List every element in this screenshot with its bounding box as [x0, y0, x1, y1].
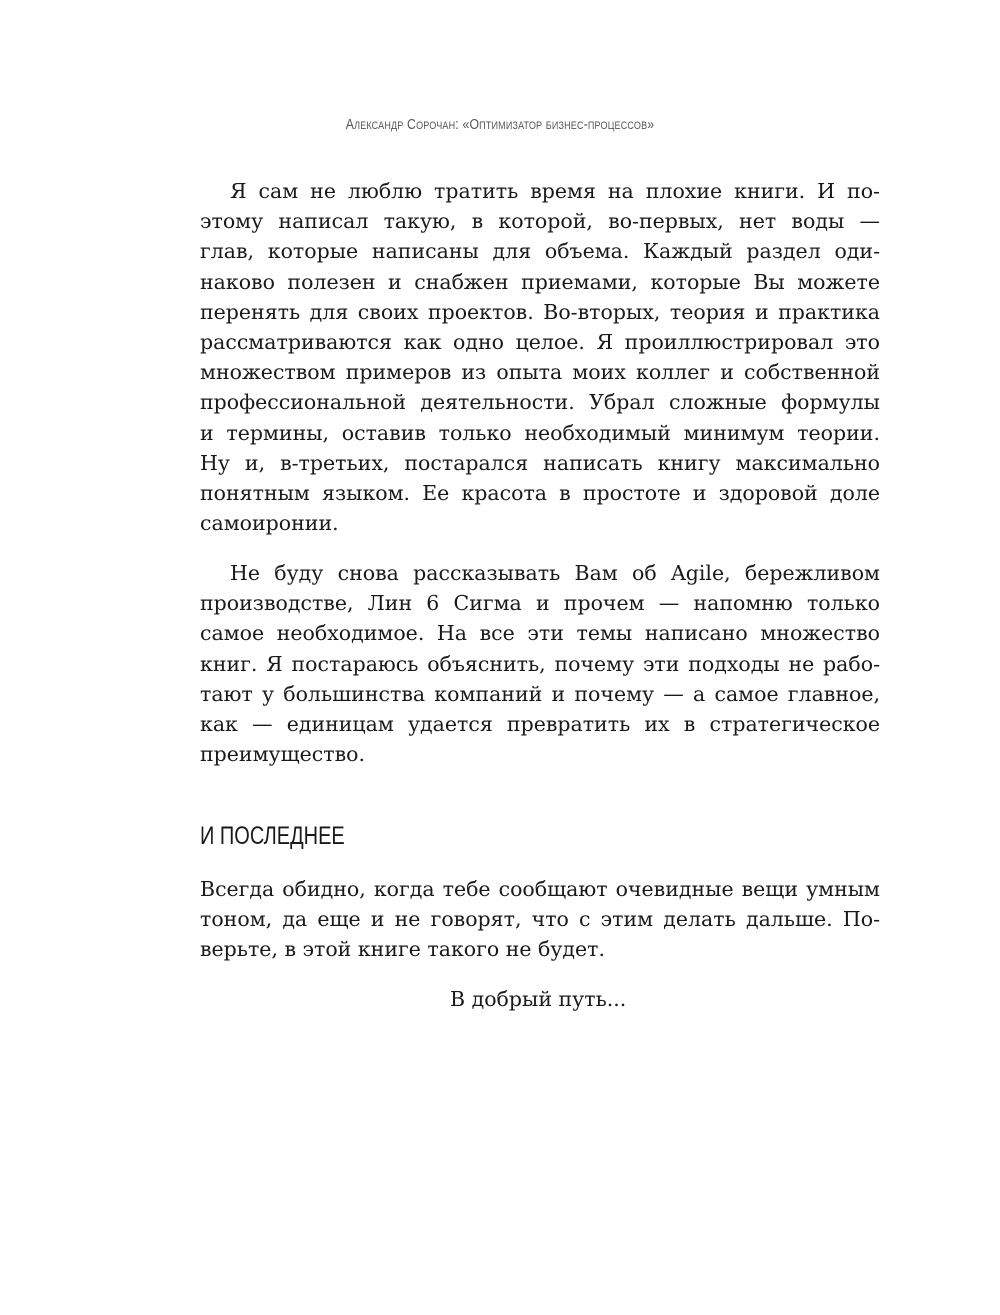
text-line: Не буду снова рассказывать Вам об Agile, бережливом	[230, 561, 880, 585]
paragraph-3	[200, 874, 880, 965]
text-line: этому написал такую, в которой, во-первых, нет воды —	[200, 209, 880, 234]
text-line: верьте, в этой книге такого не будет.	[200, 937, 606, 962]
text-line: книг. Я постараюсь объяснить, почему эти подходы не рабо-	[200, 651, 880, 676]
text-line: глав, которые написаны для объема. Каждый раздел оди-	[200, 239, 880, 264]
text-line: как — единицам удается превратить их в стратегическое	[200, 711, 880, 736]
text-line: преимущество.	[200, 742, 366, 767]
text-line: перенять для своих проектов. Во-вторых, теория и практика	[200, 299, 880, 324]
text-line: самое необходимое. На все эти темы написано множество	[200, 621, 880, 646]
text-line: самоиронии.	[200, 511, 339, 536]
text-line: тают у большинства компаний и почему — а самое главное,	[200, 681, 880, 706]
paragraph-2	[200, 558, 880, 769]
running-header: Александр Сорочан: «Оптимизатор бизнес-процессов»	[345, 116, 655, 133]
text-line: и термины, оставив только необходимый минимум теории.	[200, 420, 880, 445]
text-line: производстве, Лин 6 Сигма и прочем — напомню только	[200, 591, 880, 616]
paragraph-1	[200, 176, 880, 538]
text-line: Ну и, в-третьих, постарался написать книгу максимально	[200, 450, 880, 475]
text-line: профессиональной деятельности. Убрал сложные формулы	[200, 390, 880, 415]
text-line: рассматриваются как одно целое. Я проиллюстрировал это	[200, 329, 880, 354]
closing-line: В добрый путь...	[450, 987, 627, 1011]
text-line: понятным языком. Ее красота в простоте и здоровой доле	[200, 480, 880, 505]
text-line: наково полезен и снабжен приемами, которые Вы можете	[200, 269, 880, 294]
section-heading: И ПОСЛЕДНЕЕ	[200, 822, 345, 850]
text-line: Я сам не люблю тратить время на плохие книги. И по-	[230, 179, 880, 203]
text-line: тоном, да еще и не говорят, что с этим делать дальше. По-	[200, 907, 880, 932]
text-line: множеством примеров из опыта моих коллег и собственной	[200, 360, 880, 385]
text-line: Всегда обидно, когда тебе сообщают очевидные вещи умным	[200, 877, 880, 901]
